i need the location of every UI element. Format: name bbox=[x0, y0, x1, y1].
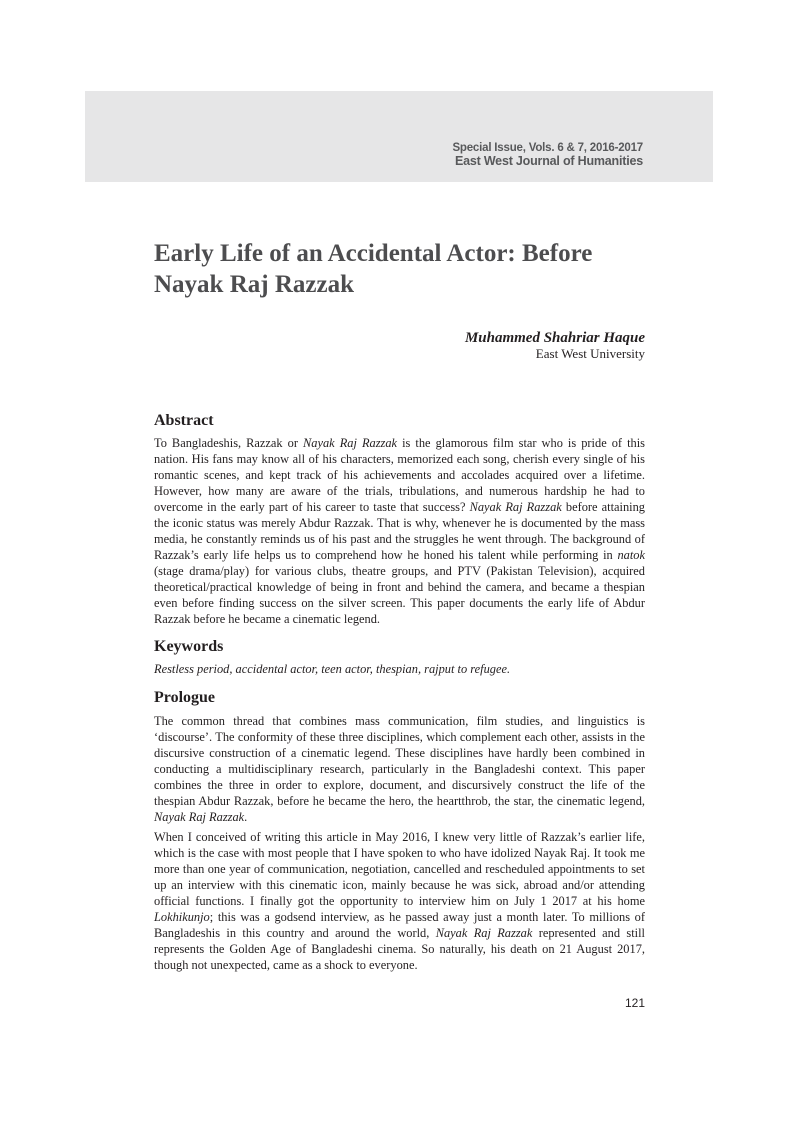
prologue-paragraph-2: When I conceived of writing this article in May 2016, I knew very little of Razzak’s earlier life, which is the case with most people that I have spoken to who have idolized Nayak Raj. It took me more than one year of communication, negotiation, cancelled and rescheduled appointments to set up an interview with this cinematic icon, mainly because he was sick, abroad and/or attending official functions. I finally got the opportunity to interview him on July 1 2017 at his home Lokhikunjo; this was a godsend interview, as he passed away just a month later. To millions of Bangladeshis in this country and around the world, Nayak Raj Razzak represented and still represents the Golden Age of Bangladeshi cinema. So naturally, his death on 21 August 2017, though not unexpected, came as a shock to everyone. bbox=[154, 830, 645, 972]
abstract-text: To Bangladeshis, Razzak or Nayak Raj Razzak is the glamorous film star who is pride of this nation. His fans may know all of his characters, memorized each song, cherish every single of his romantic scenes, and kept track of his achievements and accolades acquired over a lifetime. However, how many are aware of the trials, tribulations, and numerous hardship he had to overcome in the early part of his career to taste that success? Nayak Raj Razzak before attaining the iconic status was merely Abdur Razzak. That is why, whenever he is documented by the mass media, he constantly reminds us of his past and the struggles he went through. The background of Razzak’s early life helps us to comprehend how he honed his talent while performing in natok (stage drama/play) for various clubs, theatre groups, and PTV (Pakistan Television), acquired theoretical/practical knowledge of being in front and behind the camera, and became a thespian even before finding success on the silver screen. This paper documents the early life of Abdur Razzak before he became a cinematic legend. bbox=[154, 436, 645, 626]
journal-name: East West Journal of Humanities bbox=[454, 154, 643, 168]
author-affiliation: East West University bbox=[535, 346, 645, 361]
prologue-heading: Prologue bbox=[154, 689, 216, 706]
keywords-heading: Keywords bbox=[154, 638, 224, 655]
keywords-text: Restless period, accidental actor, teen actor, thespian, rajput to refugee. bbox=[154, 662, 511, 676]
journal-issue: Special Issue, Vols. 6 & 7, 2016-2017 bbox=[452, 142, 643, 154]
page-number: 121 bbox=[624, 996, 645, 1010]
title-line-1: Early Life of an Accidental Actor: Before bbox=[154, 240, 593, 267]
abstract-heading: Abstract bbox=[154, 412, 214, 429]
journal-header-band bbox=[85, 91, 713, 182]
article-title bbox=[154, 238, 674, 300]
author-name: Muhammed Shahriar Haque bbox=[464, 330, 645, 346]
prologue-paragraph-1: The common thread that combines mass communication, film studies, and linguistics is ‘discourse’. The conformity of these three disciplines, which complement each other, assists in the discursive construction of a cinematic legend. These disciplines have hardly been combined in conducting a multidisciplinary research, particularly in the Bangladeshi context. This paper combines the three in order to explore, document, and discursively construct the life of the thespian Abdur Razzak, before he became the hero, the heartthrob, the star, the cinematic legend, Nayak Raj Razzak. bbox=[154, 714, 645, 824]
title-line-2: Nayak Raj Razzak bbox=[154, 271, 354, 298]
